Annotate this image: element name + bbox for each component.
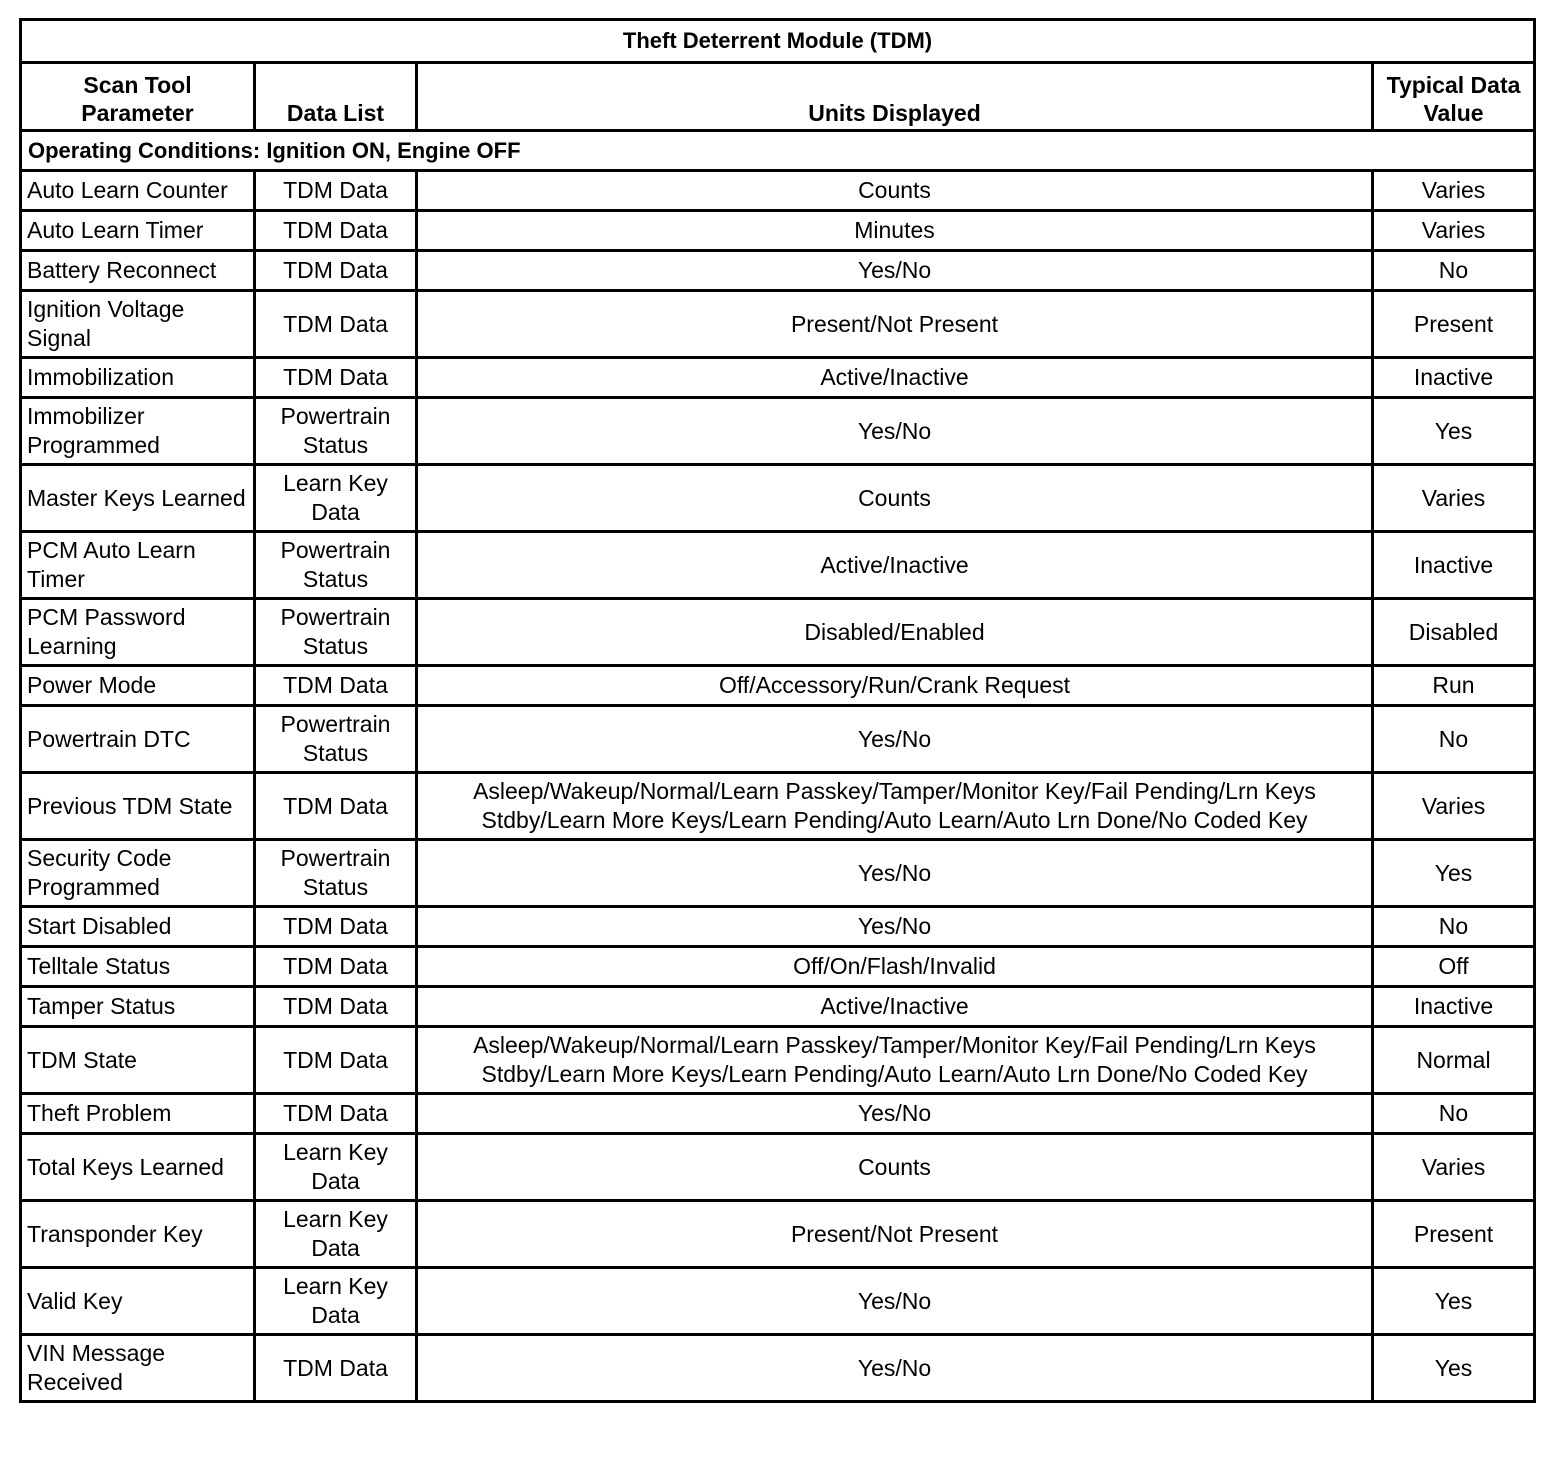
typical-value-cell: Varies — [1373, 1134, 1535, 1201]
data-list-cell: Powertrain Status — [255, 532, 417, 599]
typical-value-cell: Yes — [1373, 1268, 1535, 1335]
parameter-cell: Previous TDM State — [21, 773, 255, 840]
table-row — [21, 987, 1535, 1027]
typical-value-cell: Yes — [1373, 1335, 1535, 1402]
table-row — [21, 599, 1535, 666]
data-list-cell: Learn Key Data — [255, 1134, 417, 1201]
parameter-cell: Power Mode — [21, 666, 255, 706]
typical-value-cell: Normal — [1373, 1027, 1535, 1094]
units-cell: Yes/No — [417, 398, 1373, 465]
tdm-data-table — [19, 18, 1536, 1403]
table-row — [21, 907, 1535, 947]
table-row — [21, 291, 1535, 358]
typical-value-cell: Varies — [1373, 773, 1535, 840]
data-list-cell: TDM Data — [255, 211, 417, 251]
parameter-cell: Telltale Status — [21, 947, 255, 987]
typical-value-cell: Inactive — [1373, 987, 1535, 1027]
table-row — [21, 532, 1535, 599]
data-list-cell: TDM Data — [255, 291, 417, 358]
parameter-cell: Start Disabled — [21, 907, 255, 947]
header-data-list: Data List — [255, 63, 417, 131]
parameter-cell: Immobilization — [21, 358, 255, 398]
table-row — [21, 1268, 1535, 1335]
table-row — [21, 706, 1535, 773]
units-cell: Asleep/Wakeup/Normal/Learn Passkey/Tamper/Monitor Key/Fail Pending/Lrn Keys Stdby/Learn More Keys/Learn Pending/Auto Learn/Auto Lrn Done/No Coded Key — [417, 1027, 1373, 1094]
table-row — [21, 1027, 1535, 1094]
parameter-cell: Master Keys Learned — [21, 465, 255, 532]
table-row — [21, 1134, 1535, 1201]
typical-value-cell: Inactive — [1373, 532, 1535, 599]
data-list-cell: TDM Data — [255, 251, 417, 291]
parameter-cell: TDM State — [21, 1027, 255, 1094]
units-cell: Present/Not Present — [417, 1201, 1373, 1268]
typical-value-cell: Off — [1373, 947, 1535, 987]
data-list-cell: Powertrain Status — [255, 706, 417, 773]
typical-value-cell: No — [1373, 907, 1535, 947]
units-cell: Off/On/Flash/Invalid — [417, 947, 1373, 987]
units-cell: Minutes — [417, 211, 1373, 251]
data-list-cell: TDM Data — [255, 171, 417, 211]
parameter-cell: Auto Learn Timer — [21, 211, 255, 251]
units-cell: Counts — [417, 1134, 1373, 1201]
table-row — [21, 1201, 1535, 1268]
table-row — [21, 211, 1535, 251]
header-typical-data-value: Typical Data Value — [1373, 63, 1535, 131]
units-cell: Yes/No — [417, 706, 1373, 773]
parameter-cell: Security Code Programmed — [21, 840, 255, 907]
table-row — [21, 1094, 1535, 1134]
typical-value-cell: Yes — [1373, 840, 1535, 907]
table-row — [21, 465, 1535, 532]
data-list-cell: TDM Data — [255, 1335, 417, 1402]
units-cell: Active/Inactive — [417, 532, 1373, 599]
typical-value-cell: Varies — [1373, 465, 1535, 532]
header-scan-tool-parameter: Scan Tool Parameter — [21, 63, 255, 131]
units-cell: Disabled/Enabled — [417, 599, 1373, 666]
typical-value-cell: Run — [1373, 666, 1535, 706]
parameter-cell: VIN Message Received — [21, 1335, 255, 1402]
data-list-cell: Learn Key Data — [255, 465, 417, 532]
units-cell: Off/Accessory/Run/Crank Request — [417, 666, 1373, 706]
table-row — [21, 1335, 1535, 1402]
units-cell: Asleep/Wakeup/Normal/Learn Passkey/Tamper/Monitor Key/Fail Pending/Lrn Keys Stdby/Learn More Keys/Learn Pending/Auto Learn/Auto Lrn Done/No Coded Key — [417, 773, 1373, 840]
typical-value-cell: No — [1373, 1094, 1535, 1134]
typical-value-cell: Inactive — [1373, 358, 1535, 398]
parameter-cell: Auto Learn Counter — [21, 171, 255, 211]
data-list-cell: Learn Key Data — [255, 1268, 417, 1335]
units-cell: Counts — [417, 171, 1373, 211]
parameter-cell: Immobilizer Programmed — [21, 398, 255, 465]
units-cell: Yes/No — [417, 251, 1373, 291]
typical-value-cell: Varies — [1373, 171, 1535, 211]
table-row — [21, 398, 1535, 465]
table-row — [21, 171, 1535, 211]
typical-value-cell: Yes — [1373, 398, 1535, 465]
typical-value-cell: Varies — [1373, 211, 1535, 251]
header-units-displayed: Units Displayed — [417, 63, 1373, 131]
table-row — [21, 840, 1535, 907]
data-list-cell: TDM Data — [255, 1027, 417, 1094]
parameter-cell: PCM Password Learning — [21, 599, 255, 666]
data-list-cell: Powertrain Status — [255, 599, 417, 666]
parameter-cell: PCM Auto Learn Timer — [21, 532, 255, 599]
table-row — [21, 358, 1535, 398]
units-cell: Counts — [417, 465, 1373, 532]
table-row — [21, 251, 1535, 291]
units-cell: Yes/No — [417, 1094, 1373, 1134]
typical-value-cell: Present — [1373, 291, 1535, 358]
data-list-cell: TDM Data — [255, 947, 417, 987]
parameter-cell: Valid Key — [21, 1268, 255, 1335]
table-title: Theft Deterrent Module (TDM) — [21, 20, 1535, 63]
data-list-cell: TDM Data — [255, 773, 417, 840]
data-list-cell: Powertrain Status — [255, 398, 417, 465]
units-cell: Yes/No — [417, 907, 1373, 947]
parameter-cell: Battery Reconnect — [21, 251, 255, 291]
parameter-cell: Transponder Key — [21, 1201, 255, 1268]
data-list-cell: Powertrain Status — [255, 840, 417, 907]
parameter-cell: Total Keys Learned — [21, 1134, 255, 1201]
units-cell: Yes/No — [417, 1335, 1373, 1402]
table-row — [21, 947, 1535, 987]
data-list-cell: TDM Data — [255, 666, 417, 706]
units-cell: Active/Inactive — [417, 987, 1373, 1027]
typical-value-cell: No — [1373, 251, 1535, 291]
table-row — [21, 666, 1535, 706]
data-list-cell: TDM Data — [255, 1094, 417, 1134]
data-list-cell: TDM Data — [255, 358, 417, 398]
typical-value-cell: No — [1373, 706, 1535, 773]
parameter-cell: Tamper Status — [21, 987, 255, 1027]
typical-value-cell: Present — [1373, 1201, 1535, 1268]
units-cell: Active/Inactive — [417, 358, 1373, 398]
parameter-cell: Powertrain DTC — [21, 706, 255, 773]
operating-conditions: Operating Conditions: Ignition ON, Engine OFF — [21, 131, 1535, 171]
data-list-cell: TDM Data — [255, 987, 417, 1027]
units-cell: Yes/No — [417, 1268, 1373, 1335]
table-row — [21, 773, 1535, 840]
parameter-cell: Ignition Voltage Signal — [21, 291, 255, 358]
data-list-cell: TDM Data — [255, 907, 417, 947]
typical-value-cell: Disabled — [1373, 599, 1535, 666]
parameter-cell: Theft Problem — [21, 1094, 255, 1134]
units-cell: Present/Not Present — [417, 291, 1373, 358]
units-cell: Yes/No — [417, 840, 1373, 907]
data-list-cell: Learn Key Data — [255, 1201, 417, 1268]
